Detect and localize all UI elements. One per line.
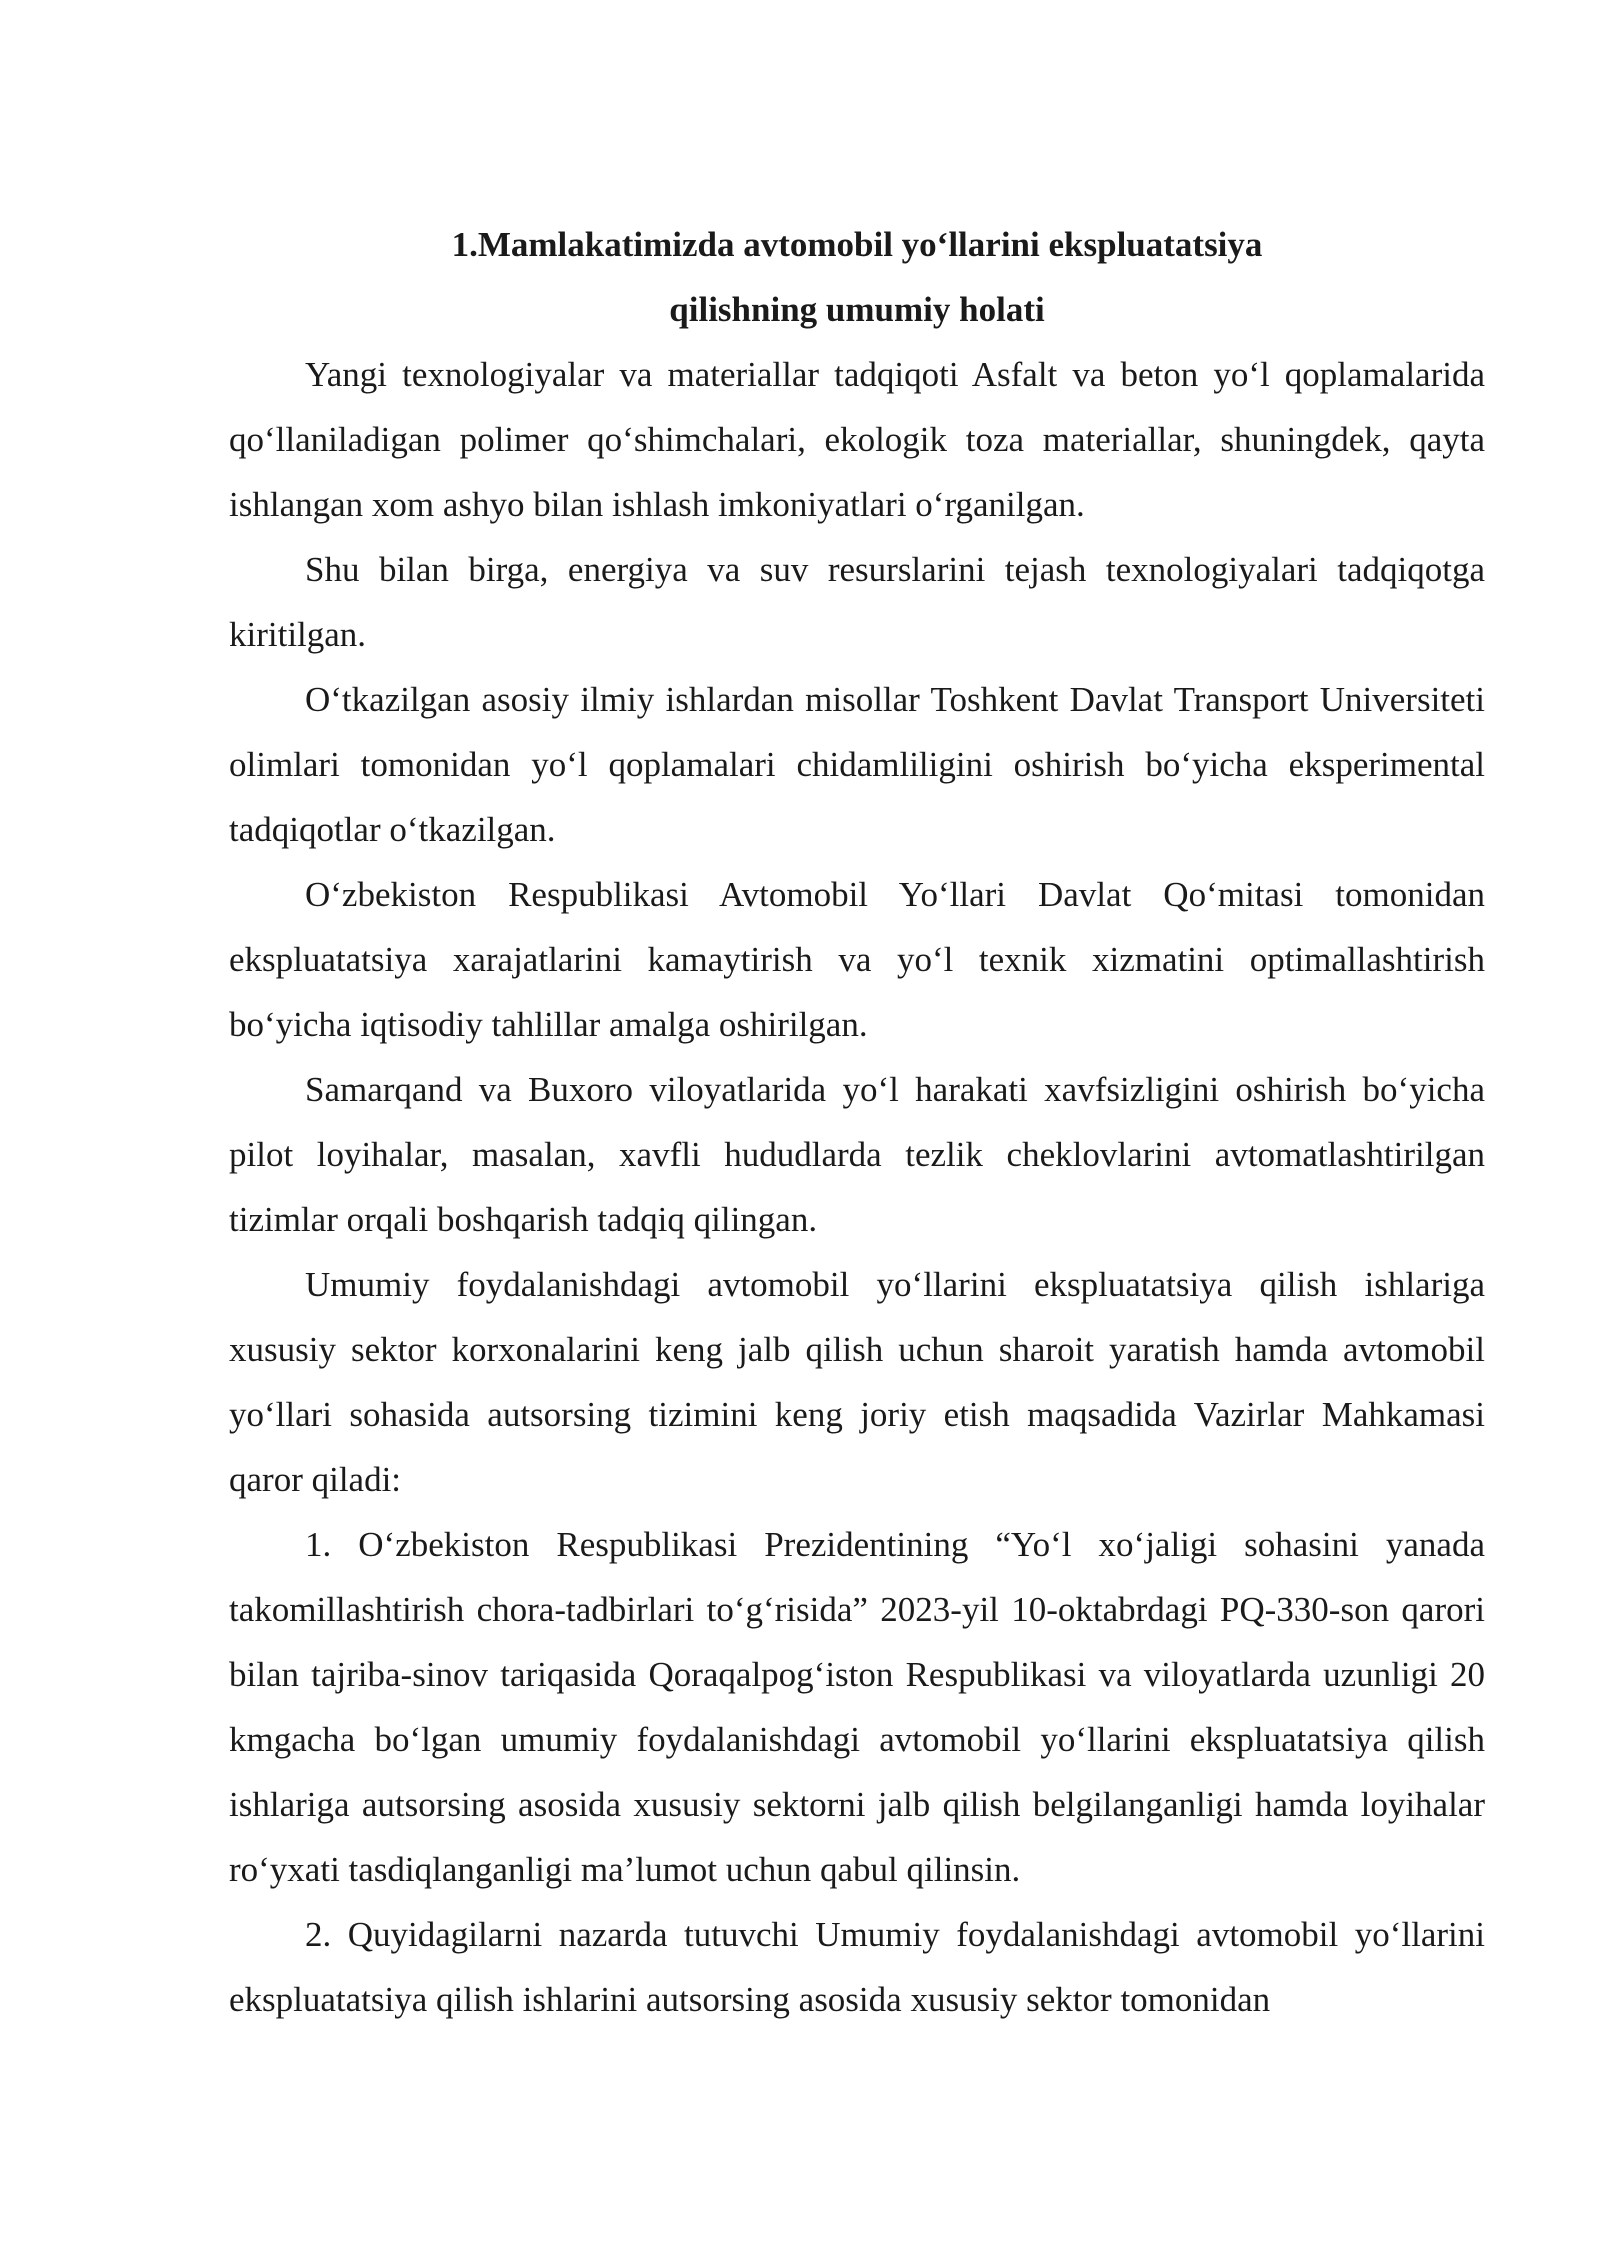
document-body — [229, 212, 1485, 2032]
paragraph-6: Umumiy foydalanishdagi avtomobil yo‘llarini ekspluatatsiya qilish ishlariga xususiy sektor korxonalarini keng jalb qilish uchun sharoit yaratish hamda avtomobil yo‘llari sohasida autsorsing tizimini keng joriy etish maqsadida Vazirlar Mahkamasi qaror qiladi: — [229, 1265, 1485, 1499]
paragraph-2: Shu bilan birga, energiya va suv resurslarini tejash texnologiyalari tadqiqotga kiritilgan. — [229, 550, 1485, 654]
heading-line-2: qilishning umumiy holati — [669, 290, 1045, 329]
paragraph-3: O‘tkazilgan asosiy ilmiy ishlardan misollar Toshkent Davlat Transport Universiteti olimlari tomonidan yo‘l qoplamalari chidamliligini oshirish bo‘yicha eksperimental tadqiqotlar o‘tkazilgan. — [229, 680, 1485, 849]
paragraph-1: Yangi texnologiyalar va materiallar tadqiqoti Asfalt va beton yo‘l qoplamalarida qo‘llaniladigan polimer qo‘shimchalari, ekologik toza materiallar, shuningdek, qayta ishlangan xom ashyo bilan ishlash imkoniyatlari o‘rganilgan. — [229, 355, 1485, 524]
paragraph-7: 1. O‘zbekiston Respublikasi Prezidentining “Yo‘l xo‘jaligi sohasini yanada takomillashtirish chora-tadbirlari to‘g‘risida” 2023-yil 10-oktabrdagi PQ-330-son qarori bilan tajriba-sinov tariqasida Qoraqalpog‘iston Respublikasi va viloyatlarda uzunligi 20 kmgacha bo‘lgan umumiy foydalanishdagi avtomobil yo‘llarini ekspluatatsiya qilish ishlariga autsorsing asosida xususiy sektorni jalb qilish belgilanganligi hamda loyihalar ro‘yxati tasdiqlanganligi ma’lumot uchun qabul qilinsin. — [229, 1525, 1485, 1889]
section-heading — [229, 212, 1485, 342]
paragraph-4: O‘zbekiston Respublikasi Avtomobil Yo‘llari Davlat Qo‘mitasi tomonidan ekspluatatsiya xarajatlarini kamaytirish va yo‘l texnik xizmatini optimallashtirish bo‘yicha iqtisodiy tahlillar amalga oshirilgan. — [229, 875, 1485, 1044]
heading-line-1: 1.Mamlakatimizda avtomobil yo‘llarini ekspluatatsiya — [451, 225, 1263, 264]
paragraph-8: 2. Quyidagilarni nazarda tutuvchi Umumiy foydalanishdagi avtomobil yo‘llarini ekspluatatsiya qilish ishlarini autsorsing asosida xususiy sektor tomonidan — [229, 1915, 1485, 2019]
paragraph-5: Samarqand va Buxoro viloyatlarida yo‘l harakati xavfsizligini oshirish bo‘yicha pilot loyihalar, masalan, xavfli hududlarda tezlik cheklovlarini avtomatlashtirilgan tizimlar orqali boshqarish tadqiq qilingan. — [229, 1070, 1485, 1239]
